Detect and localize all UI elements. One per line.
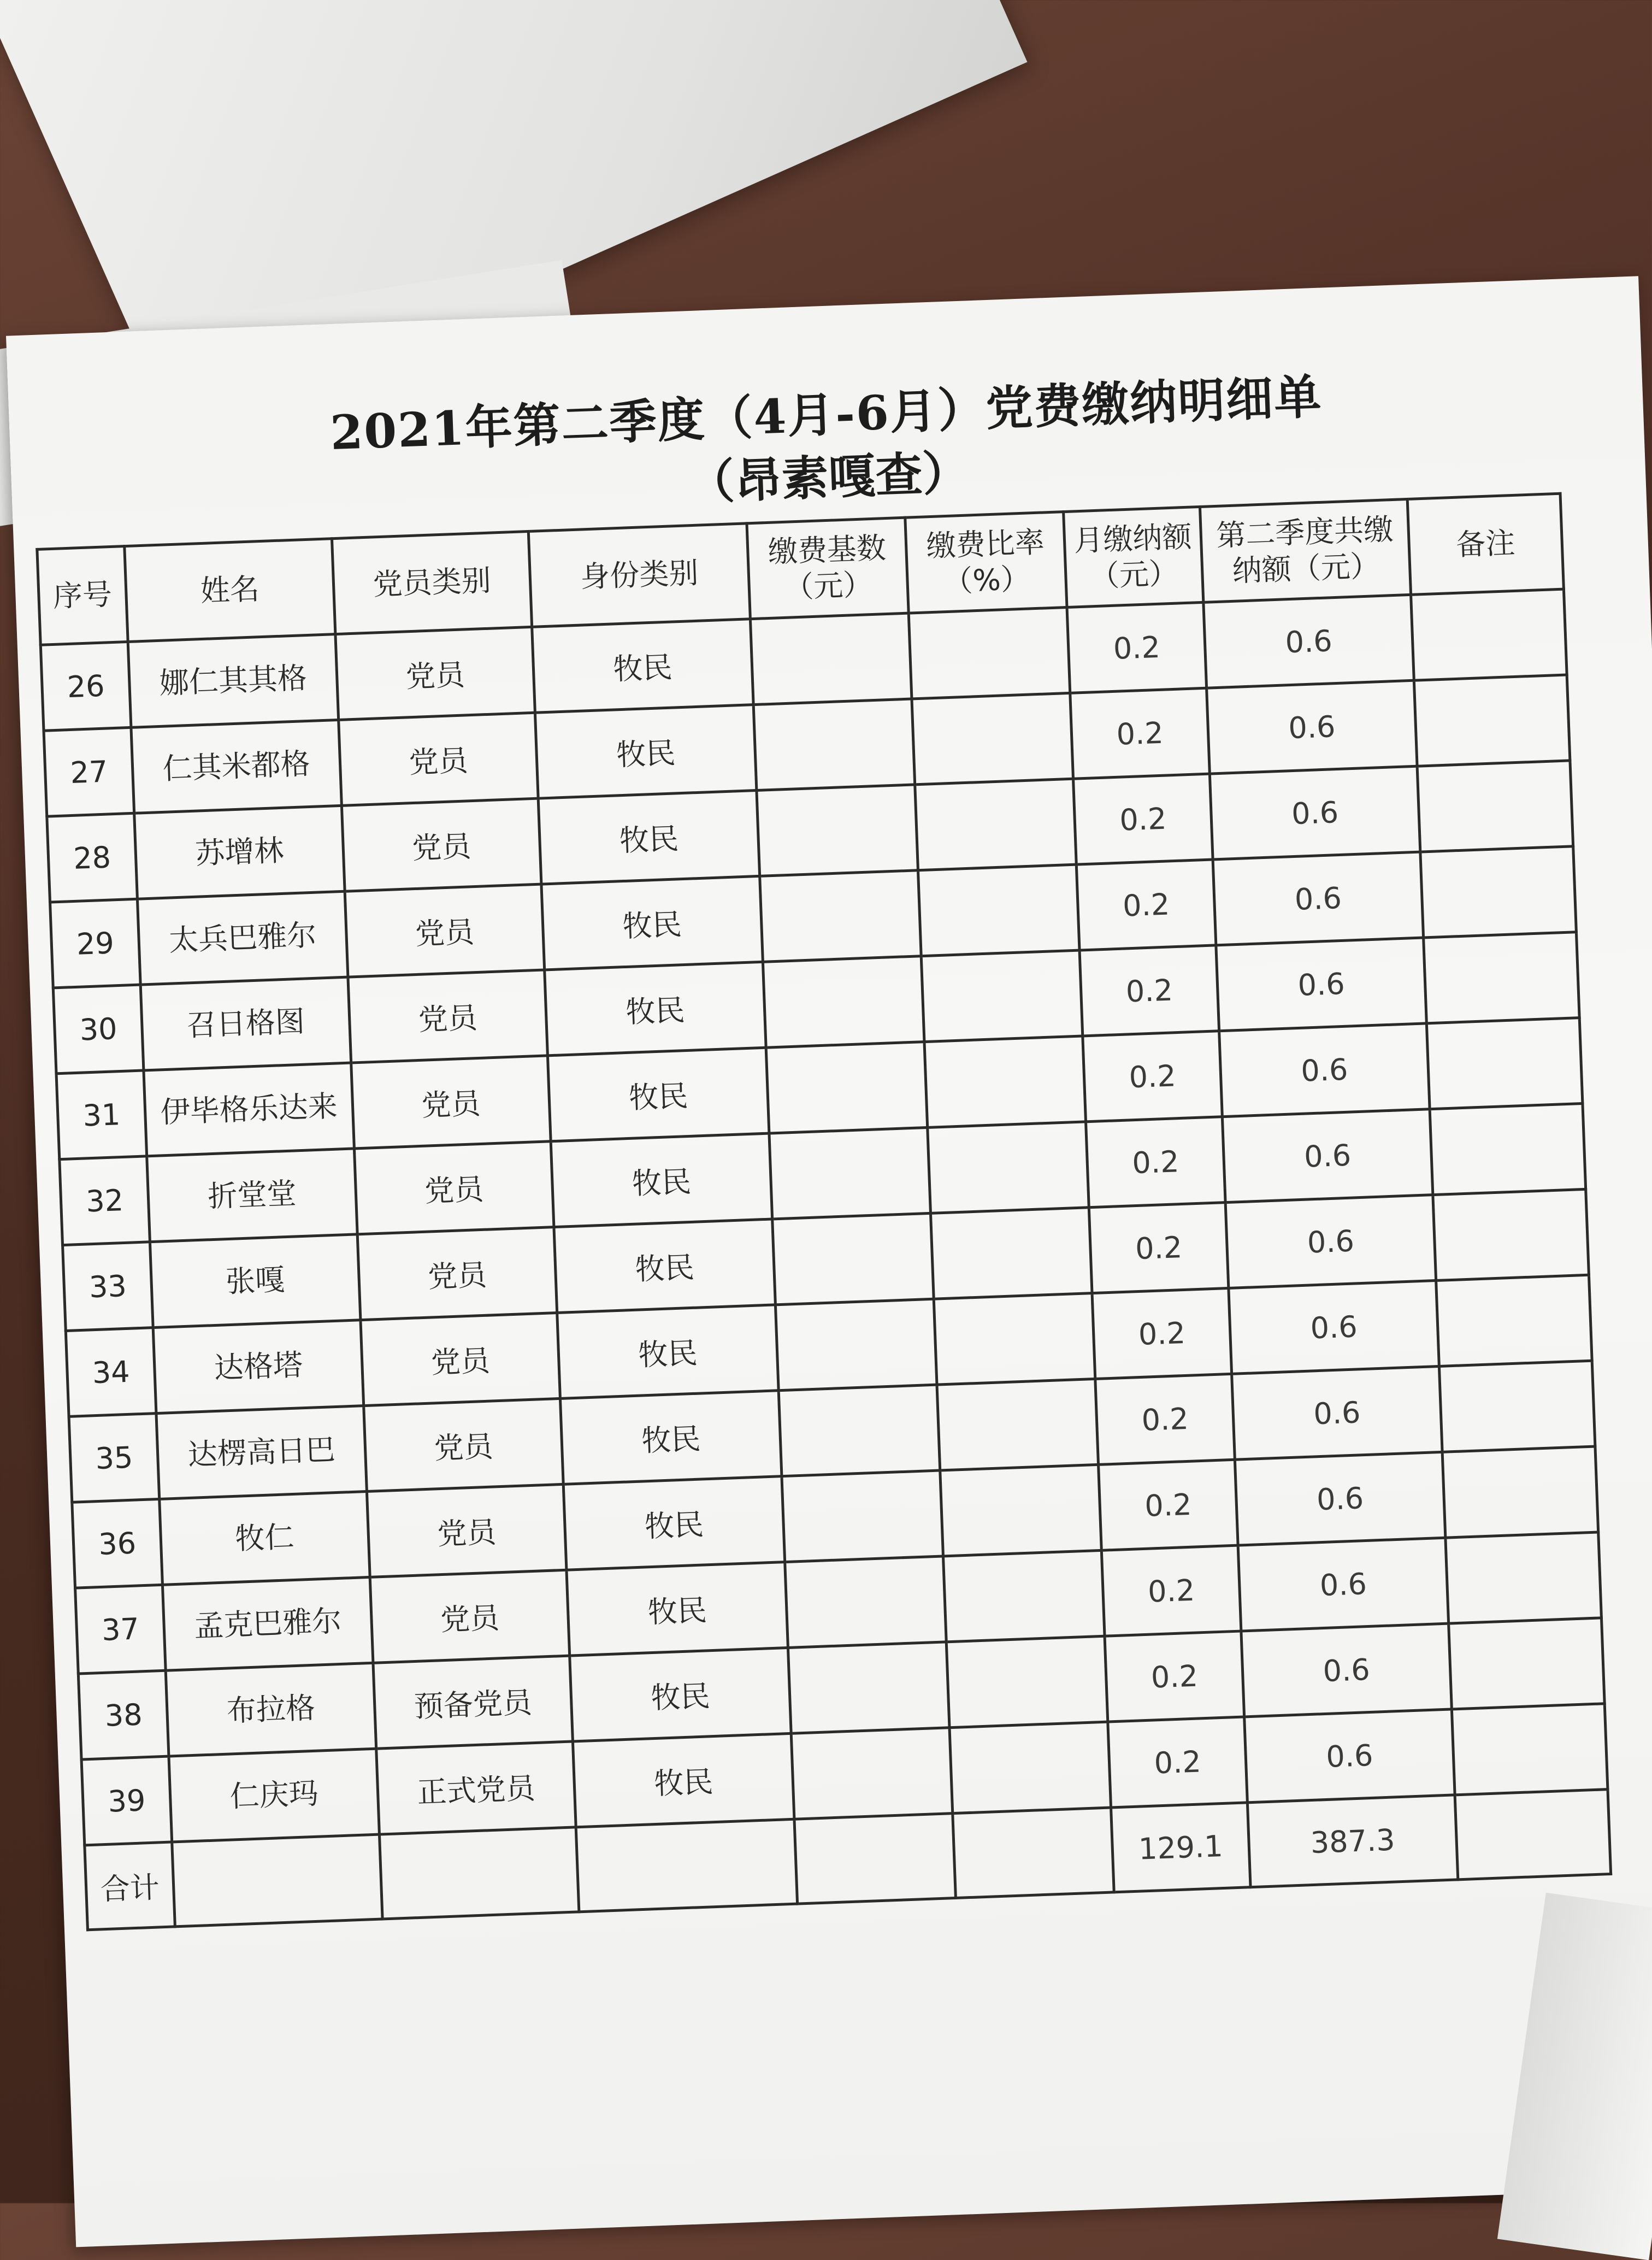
seq-cell: 29 (50, 899, 141, 988)
remarks-cell (1433, 1189, 1589, 1280)
seq-cell: 31 (56, 1070, 147, 1160)
seq-cell: 34 (66, 1328, 156, 1417)
header-member-type: 党员类别 (332, 531, 532, 634)
seq-cell: 38 (78, 1670, 169, 1759)
monthly-cell: 0.2 (1086, 1117, 1226, 1208)
base-cell (760, 870, 922, 962)
member-type-cell: 党员 (361, 1313, 560, 1406)
header-base: 缴费基数（元） (747, 517, 908, 619)
rate-cell (940, 1464, 1102, 1556)
base-cell (753, 699, 915, 791)
header-quarter-total: 第二季度共缴纳额（元） (1200, 499, 1411, 602)
member-type-cell: 党员 (339, 713, 539, 805)
rate-cell (943, 1550, 1105, 1642)
seq-cell: 32 (60, 1156, 150, 1245)
remarks-cell (1420, 846, 1577, 938)
base-cell (769, 1127, 931, 1219)
remarks-cell (1436, 1275, 1592, 1366)
identity-type-cell: 牧民 (541, 876, 763, 970)
header-monthly: 月缴纳额（元） (1064, 507, 1203, 607)
quarter-total-cell: 0.6 (1216, 938, 1426, 1031)
base-cell (772, 1213, 934, 1305)
seq-cell: 37 (75, 1585, 166, 1674)
header-name: 姓名 (125, 539, 335, 642)
identity-type-cell: 牧民 (547, 1047, 769, 1141)
member-type-cell: 正式党员 (376, 1741, 576, 1834)
remarks-cell (1446, 1532, 1602, 1623)
header-identity-type: 身份类别 (528, 523, 750, 627)
monthly-cell: 0.2 (1095, 1374, 1235, 1464)
identity-type-cell: 牧民 (551, 1133, 772, 1227)
base-cell (791, 1728, 953, 1820)
monthly-cell: 0.2 (1083, 1031, 1223, 1122)
name-cell: 牧仁 (160, 1492, 370, 1585)
remarks-cell (1424, 932, 1580, 1023)
header-seq: 序号 (37, 546, 128, 645)
rate-cell (912, 693, 1073, 785)
rate-cell (924, 1036, 1086, 1128)
name-cell: 达格塔 (153, 1320, 363, 1414)
total-remarks-cell (1455, 1790, 1610, 1880)
monthly-cell: 0.2 (1092, 1288, 1232, 1379)
seq-cell: 26 (40, 641, 131, 731)
quarter-total-cell: 0.6 (1219, 1023, 1430, 1117)
monthly-cell: 0.2 (1101, 1545, 1241, 1636)
base-cell (782, 1470, 943, 1562)
seq-cell: 30 (53, 985, 144, 1074)
header-rate: 缴费比率（%） (905, 512, 1067, 614)
base-cell (788, 1642, 949, 1734)
table-body (40, 589, 1608, 1845)
quarter-total-cell: 0.6 (1213, 852, 1423, 945)
seq-cell: 36 (72, 1499, 163, 1588)
seq-cell: 35 (69, 1414, 160, 1503)
fee-table (36, 492, 1612, 1932)
name-cell: 张嘎 (150, 1234, 360, 1328)
member-type-cell: 党员 (335, 627, 535, 720)
quarter-total-cell: 0.6 (1222, 1109, 1432, 1203)
identity-type-cell: 牧民 (563, 1476, 784, 1570)
quarter-total-cell: 0.6 (1210, 766, 1420, 860)
identity-type-cell: 牧民 (560, 1391, 781, 1485)
name-cell: 布拉格 (166, 1663, 376, 1756)
remarks-cell (1452, 1704, 1608, 1795)
identity-type-cell: 牧民 (532, 619, 753, 713)
base-cell (757, 785, 918, 876)
identity-type-cell: 牧民 (573, 1733, 794, 1827)
member-type-cell: 党员 (348, 970, 548, 1063)
remarks-cell (1442, 1446, 1598, 1538)
identity-type-cell: 牧民 (538, 790, 759, 884)
monthly-cell: 0.2 (1073, 774, 1213, 864)
name-cell: 苏增林 (134, 805, 345, 899)
name-cell: 娜仁其其格 (128, 634, 338, 728)
member-type-cell: 党员 (345, 884, 545, 977)
rate-cell (928, 1122, 1089, 1214)
rate-cell (937, 1379, 1099, 1471)
monthly-cell: 0.2 (1108, 1717, 1248, 1808)
monthly-cell: 0.2 (1076, 860, 1216, 950)
identity-type-cell: 牧民 (567, 1562, 788, 1656)
quarter-total-cell: 0.6 (1203, 595, 1414, 688)
remarks-cell (1417, 761, 1573, 852)
base-cell (766, 1042, 928, 1134)
quarter-total-cell: 0.6 (1207, 680, 1417, 774)
base-cell (778, 1385, 940, 1476)
document-title: 2021年第二季度（4月-6月）党费缴纳明细单 (329, 369, 1323, 461)
total-identity-type-cell (576, 1819, 797, 1912)
total-base-cell (794, 1814, 955, 1904)
name-cell: 孟克巴雅尔 (162, 1577, 373, 1670)
total-rate-cell (953, 1808, 1114, 1898)
quarter-total-cell: 0.6 (1238, 1538, 1448, 1631)
member-type-cell: 党员 (341, 798, 541, 891)
total-label: 合计 (85, 1842, 175, 1930)
monthly-cell: 0.2 (1067, 602, 1207, 693)
quarter-total-cell: 0.6 (1241, 1623, 1452, 1717)
quarter-total-cell: 0.6 (1229, 1281, 1439, 1374)
quarter-total-cell: 0.6 (1232, 1366, 1442, 1459)
rate-cell (918, 864, 1079, 956)
name-cell: 伊毕格乐达来 (144, 1063, 354, 1156)
total-name-cell (172, 1834, 382, 1927)
monthly-cell: 0.2 (1105, 1631, 1244, 1722)
member-type-cell: 党员 (364, 1398, 564, 1491)
member-type-cell: 党员 (367, 1484, 567, 1577)
member-type-cell: 预备党员 (373, 1656, 573, 1749)
quarter-total-cell: 0.6 (1244, 1709, 1455, 1803)
base-cell (750, 613, 912, 705)
remarks-cell (1411, 589, 1567, 680)
member-type-cell: 党员 (357, 1227, 557, 1320)
document-subtitle: （昂素嘎查） (686, 445, 971, 511)
rate-cell (915, 779, 1077, 870)
name-cell: 召日格图 (140, 977, 351, 1070)
name-cell: 达楞高日巴 (156, 1406, 367, 1499)
monthly-cell: 0.2 (1099, 1459, 1238, 1550)
rate-cell (908, 607, 1070, 699)
quarter-total-cell: 0.6 (1225, 1195, 1436, 1288)
identity-type-cell: 牧民 (535, 705, 756, 799)
seq-cell: 33 (63, 1242, 154, 1331)
member-type-cell: 党员 (370, 1570, 570, 1663)
header-remarks: 备注 (1407, 493, 1564, 595)
identity-type-cell: 牧民 (557, 1305, 778, 1399)
quarter-total-cell: 0.6 (1235, 1452, 1445, 1545)
rate-cell (930, 1208, 1092, 1299)
name-cell: 折堂堂 (147, 1149, 357, 1242)
seq-cell: 28 (47, 813, 138, 902)
rate-cell (934, 1293, 1095, 1385)
member-type-cell: 党员 (351, 1056, 551, 1149)
monthly-cell: 0.2 (1089, 1203, 1229, 1293)
total-member-type-cell (379, 1827, 579, 1919)
rate-cell (949, 1722, 1111, 1814)
total-quarter-total: 387.3 (1247, 1795, 1458, 1887)
fee-statement-sheet (6, 276, 1652, 2247)
identity-type-cell: 牧民 (570, 1647, 791, 1741)
identity-type-cell: 牧民 (545, 962, 766, 1056)
total-monthly: 129.1 (1111, 1803, 1251, 1892)
rate-cell (946, 1636, 1108, 1728)
seq-cell: 27 (44, 727, 134, 816)
seq-cell: 39 (81, 1756, 172, 1845)
name-cell: 仁庆玛 (169, 1749, 379, 1842)
member-type-cell: 党员 (354, 1141, 554, 1234)
rate-cell (921, 950, 1083, 1042)
remarks-cell (1430, 1103, 1586, 1194)
monthly-cell: 0.2 (1079, 945, 1219, 1036)
monthly-cell: 0.2 (1070, 688, 1210, 779)
base-cell (785, 1556, 947, 1648)
name-cell: 仁其米都格 (131, 720, 341, 813)
identity-type-cell: 牧民 (554, 1219, 775, 1313)
remarks-cell (1439, 1361, 1595, 1452)
remarks-cell (1449, 1618, 1605, 1709)
remarks-cell (1414, 675, 1570, 766)
base-cell (763, 956, 924, 1048)
base-cell (775, 1299, 937, 1391)
name-cell: 太兵巴雅尔 (137, 891, 347, 985)
remarks-cell (1426, 1018, 1583, 1109)
